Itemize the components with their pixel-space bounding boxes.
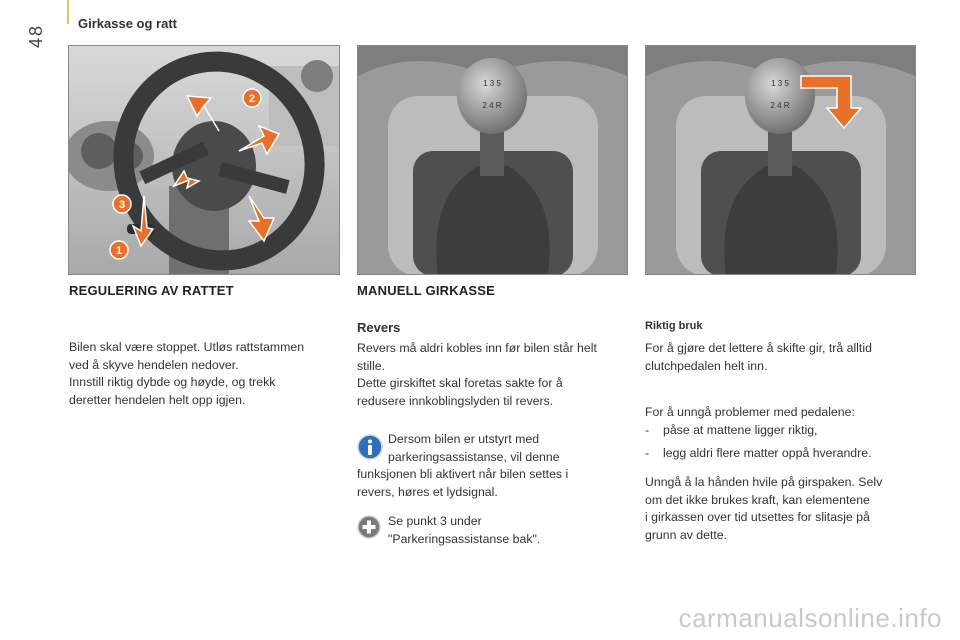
svg-text:1 3 5: 1 3 5 [483,79,501,88]
list-item: - påse at mattene ligger riktig, [645,422,818,437]
information-icon [357,434,383,460]
gear-lever-warning: Unngå å la hånden hvile på girspaken. Selv om det ikke brukes kraft, kan elementene i girkassen over tid utsettes for slitasje på grunn av dette. [645,475,883,542]
svg-text:2: 2 [248,93,256,105]
section-marker-bar [67,0,69,24]
svg-text:3: 3 [118,199,126,211]
list-item: - legg aldri flere matter oppå hverandre. [645,446,872,460]
section-title: Girkasse og ratt [78,16,177,31]
gear-knob-illustration [357,45,628,275]
reverse-instructions: Revers må aldri kobles inn før bilen står helt stille. Dette girskiftet skal foretas sakte for å redusere innkoblingslyden til revers. [357,341,597,408]
svg-text:2 4 R: 2 4 R [482,101,502,110]
steering-instructions: Bilen skal være stoppet. Utløs rattstammen ved å skyve hendelen nedover. Innstill riktig dybde og høyde, og trekk deretter hendelen helt opp igjen. [69,340,305,407]
correct-use-title: Riktig bruk [645,320,703,332]
pedal-advice: For å unngå problemer med pedalene: - påse at mattene ligger riktig, - legg aldri flere matter oppå hverandre. [645,404,920,463]
svg-text:1 3 5: 1 3 5 [771,79,789,88]
steering-wheel-illustration [68,45,340,275]
callout-3 [113,195,131,213]
parking-assist-note: funksjonen bli aktivert når bilen settes i revers, høres et lydsignal. [357,467,569,499]
parking-assist-note-indented: Dersom bilen er utstyrt med parkeringsassistanse, vil denne [388,432,560,464]
steering-heading: REGULERING AV RATTET [69,283,234,298]
reverse-gear-illustration [645,45,916,275]
svg-text:1: 1 [115,245,123,257]
plus-icon [357,515,381,539]
see-also-reference: Se punkt 3 under "Parkeringsassistanse bak". [388,514,541,546]
reverse-title: Revers [357,320,401,335]
clutch-instructions: For å gjøre det lettere å skifte gir, trå alltid clutchpedalen helt inn. [645,341,872,373]
svg-text:2 4 R: 2 4 R [770,101,790,110]
callout-2 [243,89,261,107]
page-number: 48 [26,23,46,48]
callout-1 [110,241,128,259]
watermark: carmanualsonline.info [678,603,942,633]
gearbox-heading: MANUELL GIRKASSE [357,283,496,298]
